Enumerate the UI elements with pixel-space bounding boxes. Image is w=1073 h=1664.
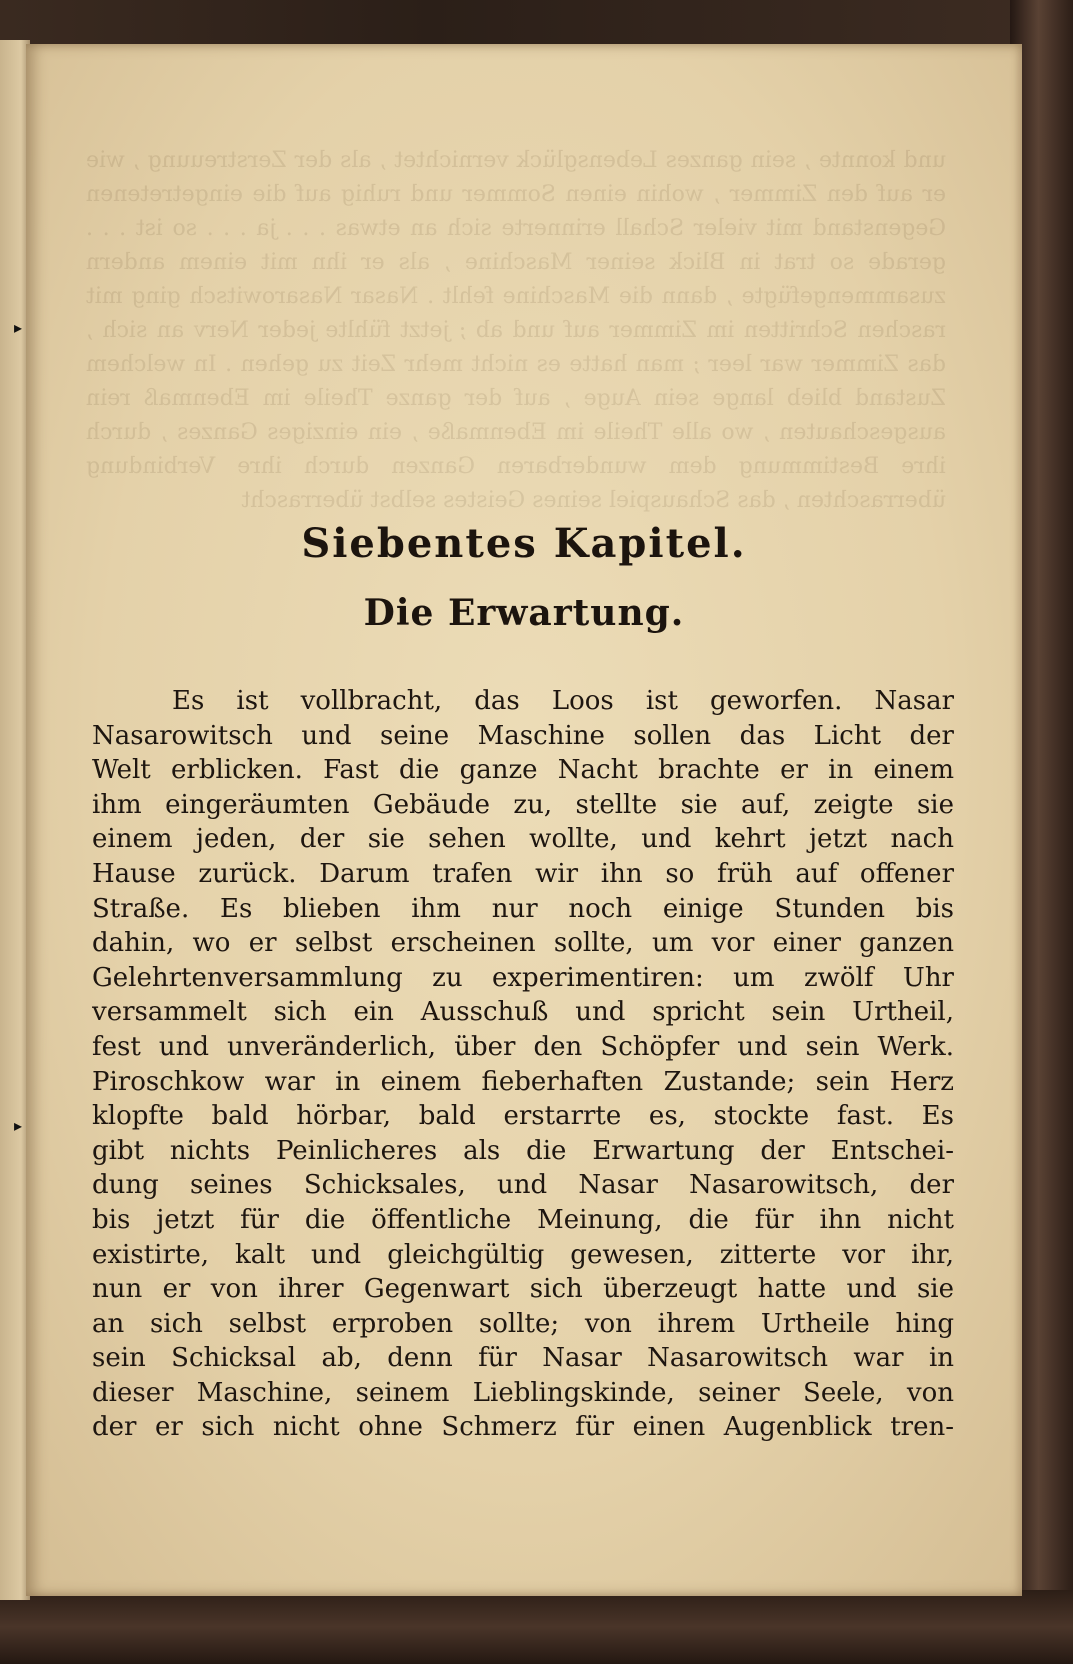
text-line: Es ist vollbracht, das Loos ist geworfen. Nasar bbox=[172, 686, 954, 716]
book-page bbox=[26, 44, 1022, 1596]
text-line: Straße. Es blieben ihm nur noch einige Stunden bis bbox=[92, 893, 954, 924]
cover-bottom-edge bbox=[0, 1590, 1073, 1664]
text-line: klopfte bald hörbar, bald erstarrte es, stockte fast. Es bbox=[92, 1101, 954, 1132]
body-paragraph bbox=[92, 684, 954, 1445]
text-line: dahin, wo er selbst erscheinen sollte, um vor einer ganzen bbox=[92, 928, 954, 959]
text-line: Nasarowitsch und seine Maschine sollen das Licht der bbox=[92, 720, 954, 751]
text-line: Welt erblicken. Fast die ganze Nacht brachte er in einem bbox=[92, 755, 954, 786]
bleed-through-text: und konnte , sein ganzes Lebensglück vernichtet , als der Zerstreuung , wie er auf den Zimmer , wohin einen Sommer und ruhig auf die eingetretenen Gegenstand mit vieler Schall erinnerte sich an etwas . . . ja . . . so ist . . . gerade so trat in Blick seiner Maschine , als er ihn mit einem andern zusammengefügte , dann die Maschine fehlt . Nasar Nasarowitsch ging mit raschen Schritten im Zimmer auf und ab ; jetzt fühlte jeder Nerv an sich , das Zimmer war leer ; man hatte es nicht mehr Zeit zu gehen . In welchem Zustand blieb lange sein Auge , auf der ganze Theile im Ebenmaß rein ausgeschauten , wo alle Theile im Ebenmaße , ein einziges Ganzes , durch ihre Bestimmung dem wunderbaren Ganzen durch ihre Verbindung überraschten , das Schauspiel seines Geistes selbst überrascht bbox=[86, 148, 946, 513]
text-line: ihm eingeräumten Gebäude zu, stellte sie auf, zeigte sie bbox=[92, 789, 954, 820]
text-line: existirte, kalt und gleichgültig gewesen, zitterte vor ihr, bbox=[92, 1239, 954, 1270]
text-line: bis jetzt für die öffentliche Meinung, die für ihn nicht bbox=[92, 1204, 954, 1235]
text-line: Gelehrtenversammlung zu experimentiren: um zwölf Uhr bbox=[92, 962, 954, 993]
chapter-title: Siebentes Kapitel. bbox=[301, 520, 747, 567]
page-edge-mark: ▸ bbox=[14, 1116, 23, 1135]
text-line: dieser Maschine, seinem Lieblingskinde, seiner Seele, von bbox=[92, 1377, 954, 1408]
text-line: der er sich nicht ohne Schmerz für einen Augenblick tren- bbox=[92, 1412, 954, 1443]
text-line: gibt nichts Peinlicheres als die Erwartung der Entschei- bbox=[92, 1135, 954, 1166]
text-line: nun er von ihrer Gegenwart sich überzeugt hatte und sie bbox=[92, 1274, 954, 1305]
page-edge-mark: ▸ bbox=[14, 318, 23, 337]
text-line: Piroschkow war in einem fieberhaften Zustande; sein Herz bbox=[92, 1066, 954, 1097]
text-line: einem jeden, der sie sehen wollte, und kehrt jetzt nach bbox=[92, 824, 954, 855]
chapter-subtitle: Die Erwartung. bbox=[363, 592, 685, 634]
text-line: Hause zurück. Darum trafen wir ihn so früh auf offener bbox=[92, 858, 954, 889]
text-line: fest und unveränderlich, über den Schöpfer und sein Werk. bbox=[92, 1031, 954, 1062]
text-line: an sich selbst erproben sollte; von ihrem Urtheile hing bbox=[92, 1308, 954, 1339]
text-line: sein Schicksal ab, denn für Nasar Nasarowitsch war in bbox=[92, 1343, 954, 1374]
text-line: dung seines Schicksales, und Nasar Nasarowitsch, der bbox=[92, 1170, 954, 1201]
text-line: versammelt sich ein Ausschuß und spricht sein Urtheil, bbox=[92, 997, 954, 1028]
